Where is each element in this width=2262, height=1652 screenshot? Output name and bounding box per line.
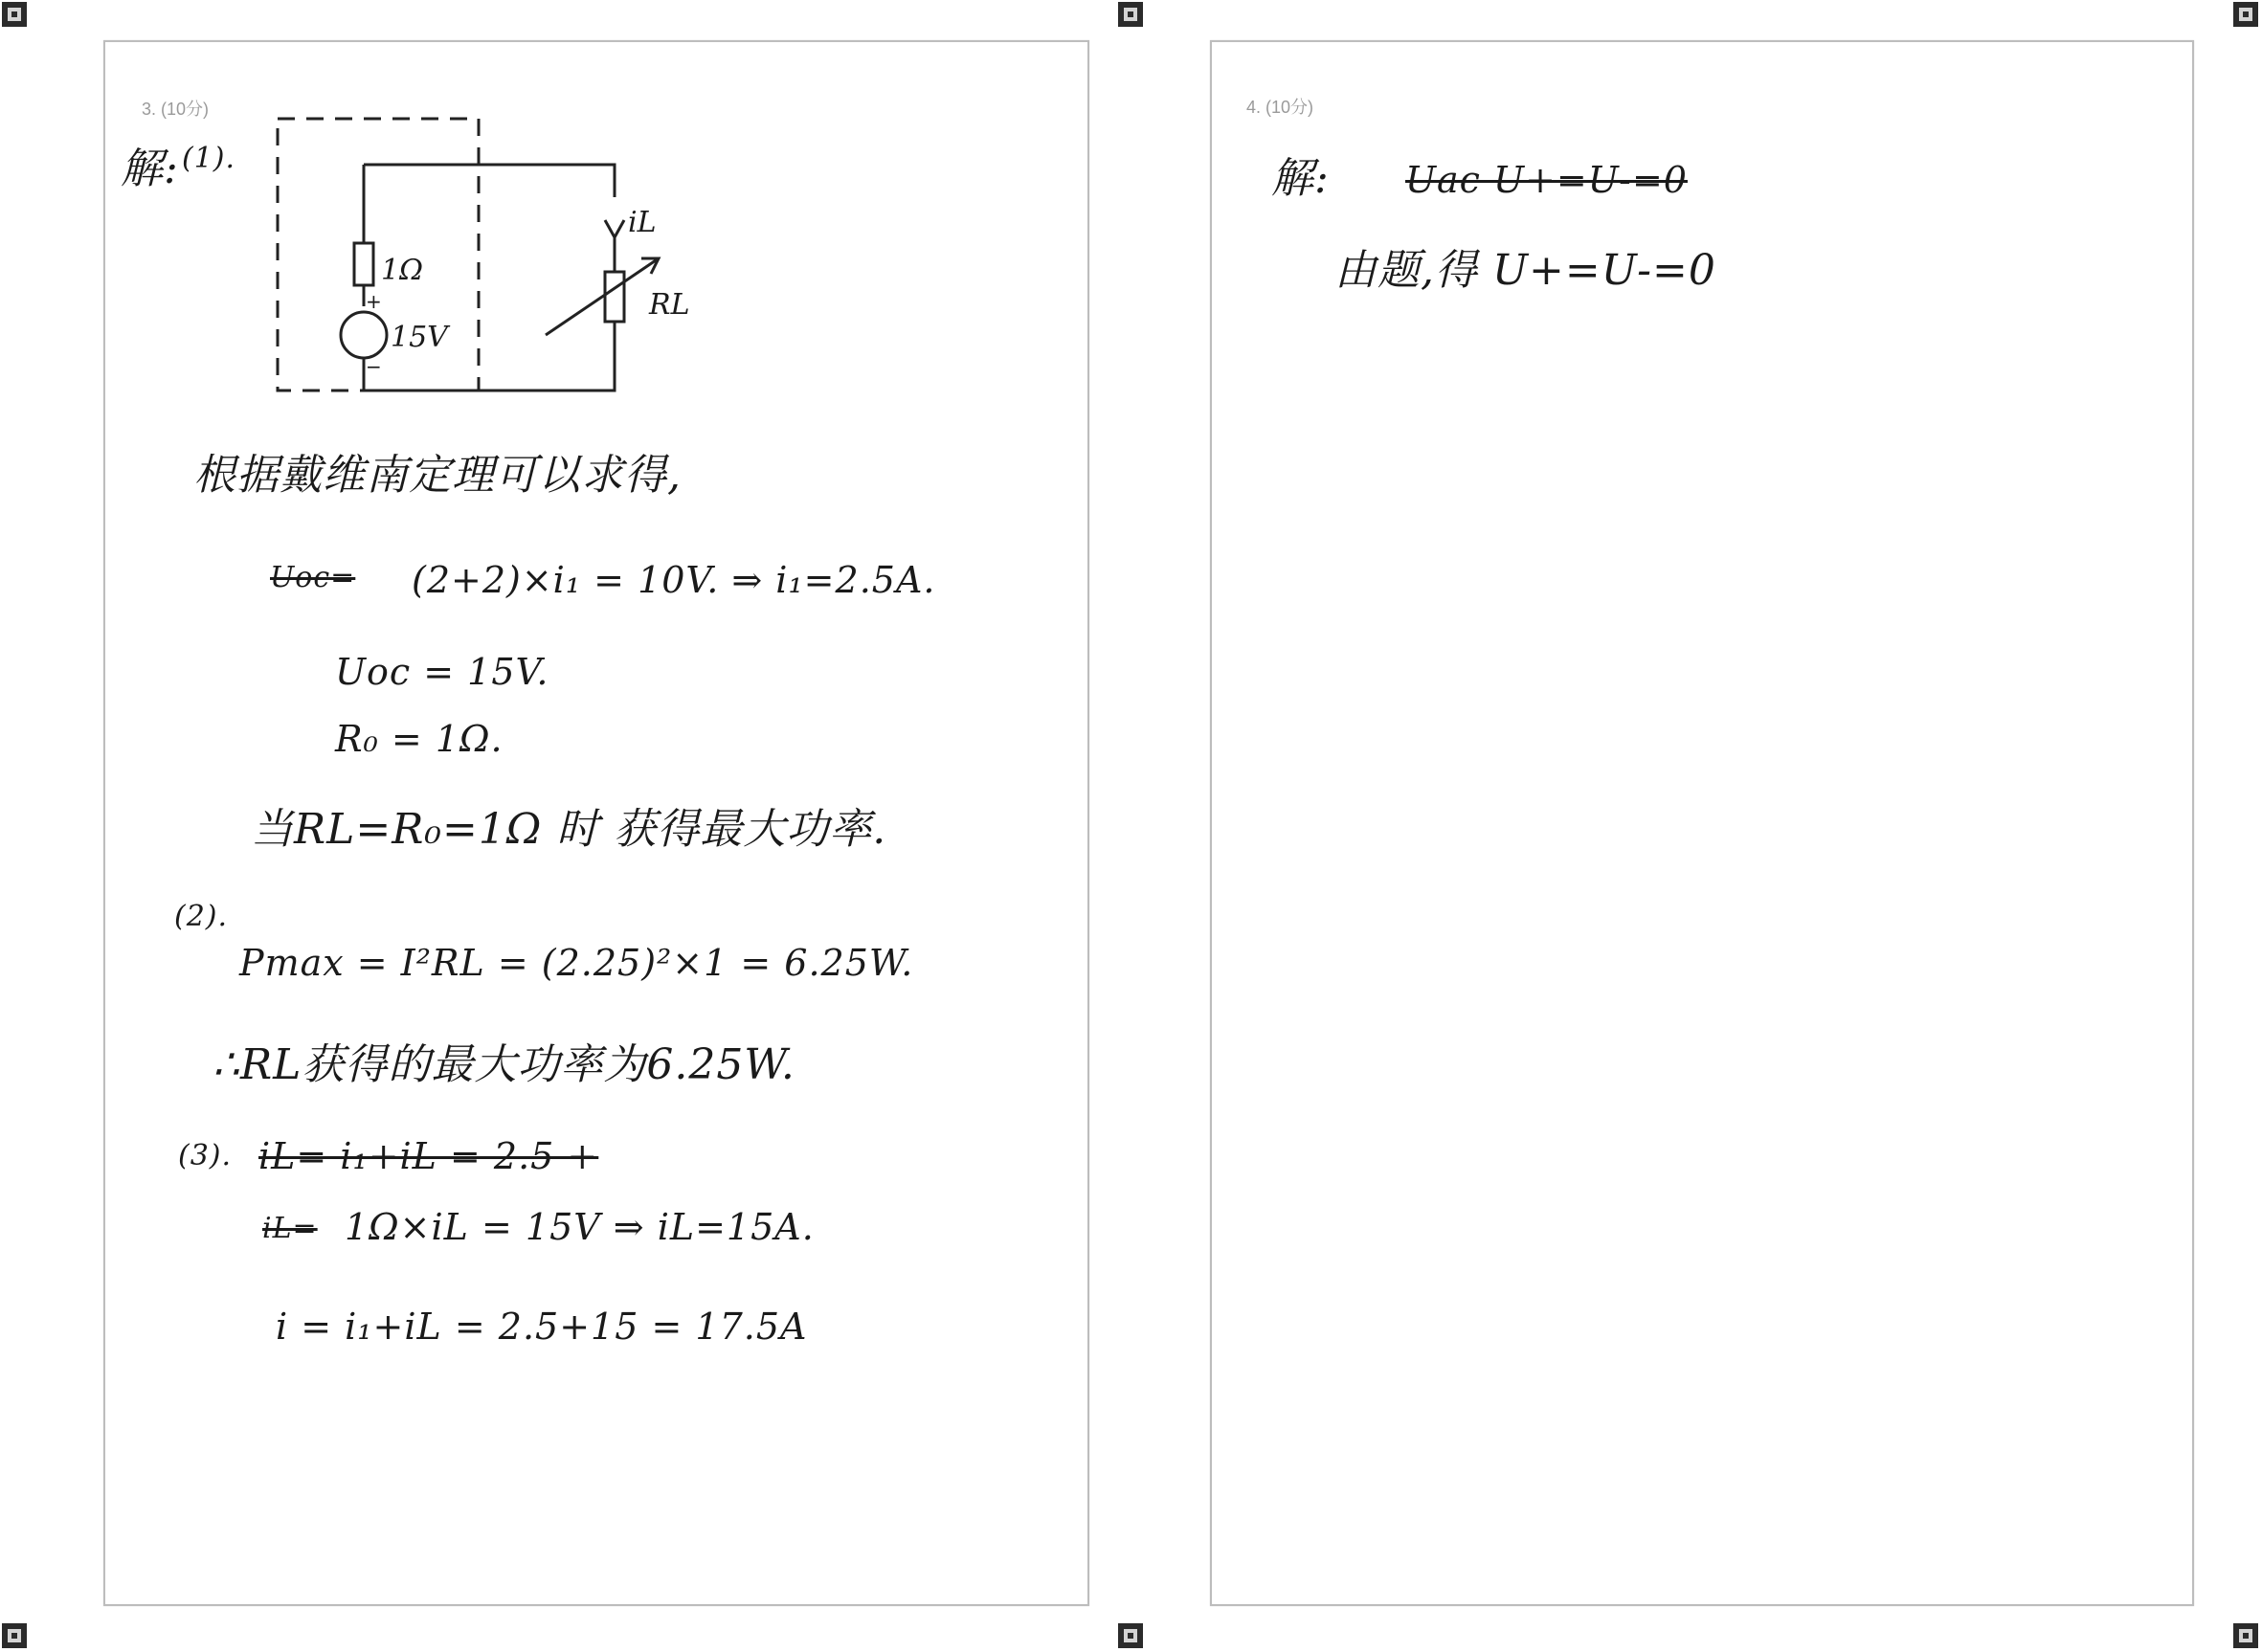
part1-label: (1). xyxy=(182,142,236,175)
current-label: iL xyxy=(628,206,657,239)
circuit-diagram xyxy=(258,109,699,415)
resistor-label: 1Ω xyxy=(381,254,423,287)
corner-marker-top-left xyxy=(2,2,27,27)
corner-marker-bottom-left xyxy=(2,1623,27,1648)
line-r0: R₀ = 1Ω. xyxy=(335,718,504,760)
line-uoc: Uoc = 15V. xyxy=(335,651,549,693)
line-given: 由题,得 U+=U-=0 xyxy=(1334,246,1716,295)
solution-label: 解: xyxy=(1271,154,1330,203)
load-label: RL xyxy=(649,288,690,322)
question-number: 3. (10分) xyxy=(142,100,210,119)
line-eq3: 1Ω×iL = 15V ⇒ iL=15A. xyxy=(345,1206,815,1248)
source-label: 15V xyxy=(391,321,448,354)
corner-marker-top-right xyxy=(2233,2,2258,27)
line-eq1: (2+2)×i₁ = 10V. ⇒ i₁=2.5A. xyxy=(412,559,936,601)
answer-page-right xyxy=(1210,40,2194,1606)
minus-sign: − xyxy=(366,355,382,378)
answer-page-left xyxy=(103,40,1089,1606)
corner-marker-bottom-right xyxy=(2233,1623,2258,1648)
solution-label: 解: xyxy=(121,145,179,193)
question-number: 4. (10分) xyxy=(1246,98,1314,117)
part3-label: (3). xyxy=(178,1139,233,1172)
line-struck-uoc: Uoc= xyxy=(270,561,356,594)
part2-label: (2). xyxy=(174,900,229,933)
line-eq4: i = i₁+iL = 2.5+15 = 17.5A xyxy=(276,1306,808,1348)
line-struck-iL: iL= i₁+iL = 2.5 + xyxy=(258,1135,599,1177)
line-condition: 当RL=R₀=1Ω 时 获得最大功率. xyxy=(251,805,887,854)
corner-marker-bottom-center xyxy=(1118,1623,1143,1648)
line-struck-uplus: Uac U+=U-=0 xyxy=(1405,159,1688,201)
line-struck-iL-2: iL= xyxy=(262,1212,318,1245)
corner-marker-top-center xyxy=(1118,2,1143,27)
line-conclusion: ∴RL获得的最大功率为6.25W. xyxy=(213,1040,795,1089)
plus-sign: + xyxy=(366,290,382,313)
line-pmax: Pmax = I²RL = (2.25)²×1 = 6.25W. xyxy=(239,942,914,984)
line-intro: 根据戴维南定理可以求得, xyxy=(193,451,682,500)
